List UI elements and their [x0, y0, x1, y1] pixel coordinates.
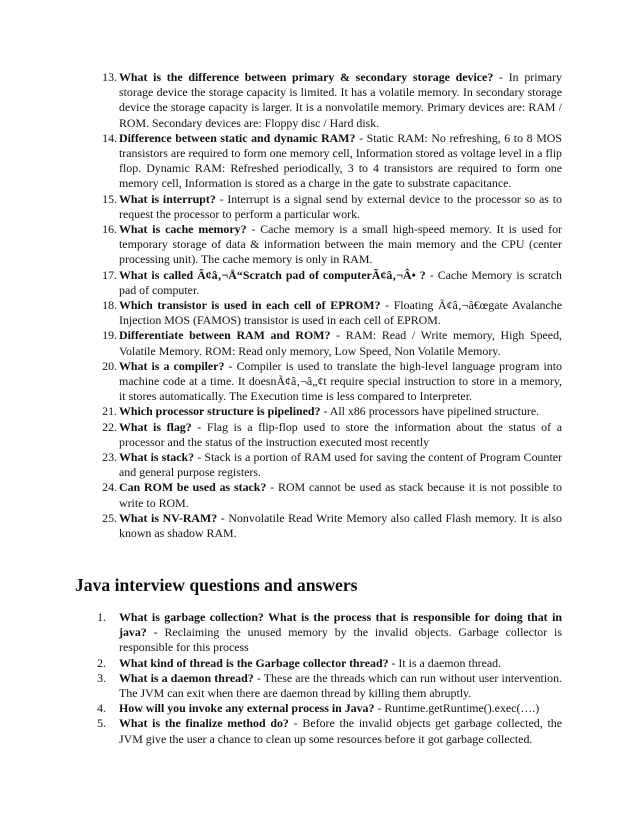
answer-text: - In primary storage device the storage capacity is limited. It has a volatile memory. In secondary storage device the storage capacity is larger. It is a nonvolatile memory. Primary devices are: RAM / ROM. Secondary devices are: Floppy disc / Hard disk. — [119, 70, 562, 130]
item-number: 5. — [97, 716, 106, 731]
item-number: 21. — [102, 404, 117, 419]
item-number: 17. — [102, 267, 117, 282]
list-item — [99, 131, 562, 192]
list-item — [99, 656, 562, 671]
section-heading: Java interview questions and answers — [75, 575, 358, 595]
question-text: What is garbage collection? What is the process that is responsible for doing that in java? — [119, 610, 562, 640]
item-number: 3. — [97, 670, 106, 685]
answer-text: - Cache Memory is scratch pad of computer. — [119, 267, 562, 297]
question-text: What is flag? — [119, 419, 192, 434]
question-text: Which transistor is used in each cell of EPROM? — [119, 298, 381, 313]
question-text: How will you invoke any external process in Java? — [119, 701, 375, 716]
item-number: 2. — [97, 655, 106, 670]
list-item — [99, 404, 562, 419]
hardware-question-list — [99, 70, 562, 541]
item-number: 13. — [102, 70, 117, 84]
list-item — [99, 328, 562, 358]
list-item — [99, 268, 562, 298]
list-item — [99, 716, 562, 746]
answer-text: - These are the threads which can run without user intervention. The JVM can exit when there are daemon thread by killing them abruptly. — [119, 670, 562, 701]
answer-text: - Floating Ã¢â‚¬â€œgate Avalanche Injection MOS (FAMOS) transistor is used in each cell of EPROM. — [119, 298, 562, 328]
answer-text: - RAM: Read / Write memory, High Speed, Volatile Memory. ROM: Read only memory, Low Speed, Non Volatile Memory. — [119, 328, 562, 358]
list-item — [99, 701, 562, 716]
item-number: 18. — [102, 298, 117, 313]
item-number: 4. — [97, 701, 106, 716]
question-text: Difference between static and dynamic RAM? — [119, 130, 356, 145]
list-item — [99, 671, 562, 701]
answer-text: - ROM cannot be used as stack because it is not possible to write to ROM. — [119, 480, 562, 510]
question-text: What is stack? — [119, 450, 195, 465]
answer-text: - Compiler is used to translate the high-level language program into machine code at a time. It doesnÃ¢â‚¬â„¢t require special instruction to store in a memory, it stores automatically. The Execution time is less compared to Interpreter. — [119, 358, 562, 404]
list-item — [99, 420, 562, 450]
answer-text: - Before the invalid objects get garbage collected, the JVM give the user a chance to clean up some resources before it got garbage collected. — [119, 716, 562, 746]
item-number: 15. — [102, 191, 117, 206]
answer-text: - All x86 processors have pipelined structure. — [320, 404, 540, 419]
item-number: 1. — [97, 610, 106, 624]
list-item — [99, 222, 562, 268]
answer-text: - It is a daemon thread. — [388, 655, 502, 670]
answer-text: - Static RAM: No refreshing, 6 to 8 MOS transistors are required to form one memory cell, Information stored as voltage level in a flip flop. Dynamic RAM: Refreshed periodically, 3 to 4 transistors are required to form one memory cell, Information is stored as a charge in the gate to substrate capacitance. — [119, 130, 562, 191]
item-number: 24. — [102, 480, 117, 495]
list-item — [99, 70, 562, 131]
list-item — [99, 480, 562, 510]
question-text: What is interrupt? — [119, 191, 216, 206]
question-text: What is NV-RAM? — [119, 510, 218, 525]
list-item — [99, 511, 562, 541]
question-text: What is called Ã¢â‚¬Å“Scratch pad of computerÃ¢â‚¬Â• ? — [119, 267, 426, 282]
question-text: What is a compiler? — [119, 358, 225, 373]
item-number: 19. — [102, 328, 117, 343]
question-text: What is a daemon thread? — [119, 670, 254, 685]
answer-text: - Runtime.getRuntime().exec(….) — [374, 701, 540, 716]
item-number: 20. — [102, 358, 117, 373]
answer-text: - Interrupt is a signal send by external device to the processor so as to request the processor to perform a particular work. — [119, 191, 562, 221]
answer-text: - Stack is a portion of RAM used for saving the content of Program Counter and general purpose registers. — [119, 450, 562, 480]
item-number: 25. — [102, 510, 117, 525]
question-text: What kind of thread is the Garbage collector thread? — [119, 655, 389, 670]
item-number: 23. — [102, 450, 117, 465]
item-number: 16. — [102, 222, 117, 237]
java-question-list — [99, 610, 562, 747]
answer-text: - Reclaiming the unused memory by the invalid objects. Garbage collector is responsible for this process — [119, 625, 562, 655]
question-text: Differentiate between RAM and ROM? — [119, 328, 331, 343]
list-item — [99, 610, 562, 656]
item-number: 14. — [102, 130, 117, 145]
list-item — [99, 192, 562, 222]
answer-text: - Flag is a flip-flop used to store the information about the status of a processor and the status of the instruction executed most recently — [119, 419, 562, 449]
question-text: What is the difference between primary & secondary storage device? — [119, 70, 494, 84]
item-number: 22. — [102, 419, 117, 434]
question-text: What is the finalize method do? — [119, 716, 289, 731]
answer-text: - Cache memory is a small high-speed memory. It is used for temporary storage of data & information between the main memory and the CPU (center processing unit). The cache memory is only in RAM. — [119, 222, 562, 267]
list-item — [99, 359, 562, 405]
question-text: What is cache memory? — [119, 222, 247, 237]
list-item — [99, 298, 562, 328]
list-item — [99, 450, 562, 480]
question-text: Which processor structure is pipelined? — [119, 404, 321, 419]
answer-text: - Nonvolatile Read Write Memory also called Flash memory. It is also known as shadow RAM. — [119, 510, 562, 541]
question-text: Can ROM be used as stack? — [119, 480, 267, 495]
